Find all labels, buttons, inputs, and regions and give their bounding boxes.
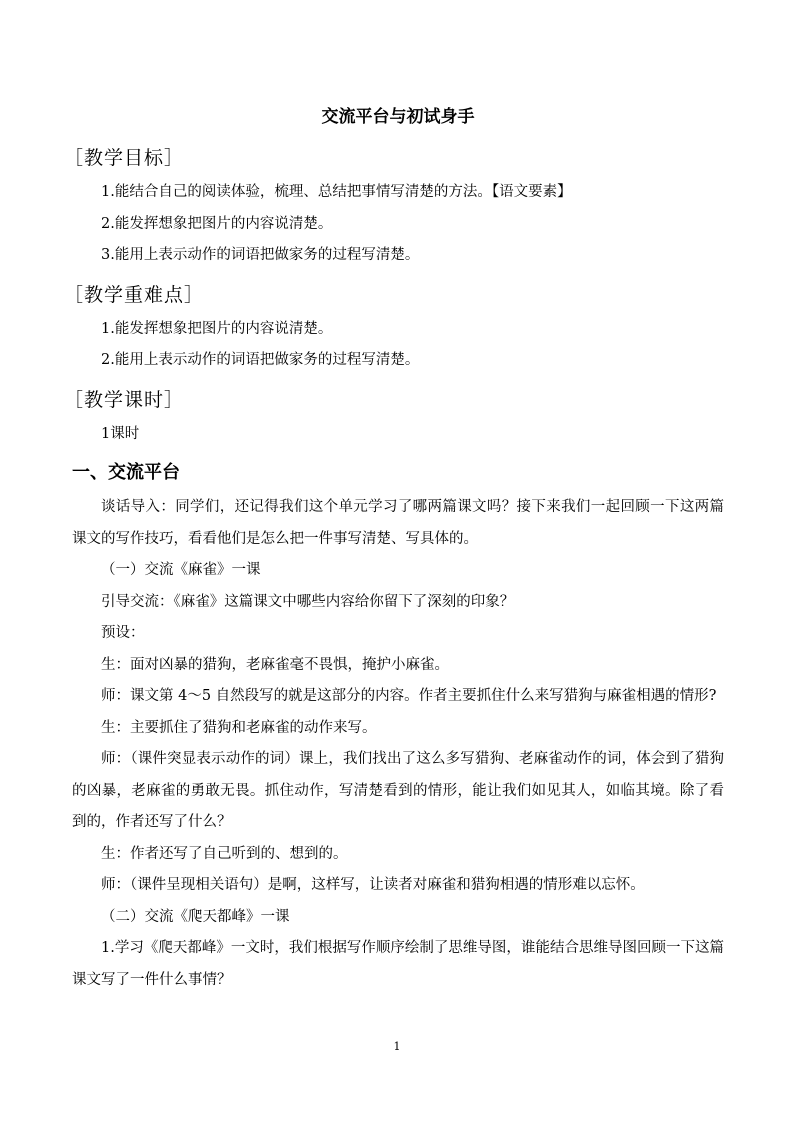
goal-item: 2.能发挥想象把图片的内容说清楚。 <box>101 215 333 232</box>
document-title: 交流平台与初试身手 <box>321 107 475 127</box>
paragraph: 师：课文第 4～5 自然段写的就是这部分的内容。作者主要抓住什么来写猎狗与麻雀相遇的情形? <box>101 688 717 704</box>
difficulty-item: 1.能发挥想象把图片的内容说清楚。 <box>101 320 333 337</box>
difficulties-heading: ［教学重难点］ <box>64 283 205 306</box>
document-content <box>64 103 724 996</box>
goal-item: 3.能用上表示动作的词语把做家务的过程写清楚。 <box>101 247 420 263</box>
paragraph: 生：主要抓住了猎狗和老麻雀的动作来写。 <box>101 719 377 736</box>
paragraph: 师：（课件呈现相关语句）是啊，这样写，让读者对麻雀和猎狗相遇的情形难以忘怀。 <box>101 877 645 893</box>
paragraph: 师：（课件突显表示动作的词）课上，我们找出了这么多写猎狗、老麻雀动作的词，体会到了猎狗的凶暴，老麻雀的勇敢无畏。抓住动作，写清楚看到的情形，能让我们如见其人，如临其境。除了看到的，作者还写了什么？ <box>72 751 724 830</box>
paragraph: 生：作者还写了自己听到的、想到的。 <box>101 845 348 862</box>
hours-heading: ［教学课时］ <box>64 388 185 411</box>
paragraph: 1.学习《爬天都峰》一文时，我们根据写作顺序绘制了思维导图，谁能结合思维导图回顾一下这篇课文写了一件什么事情？ <box>72 940 724 988</box>
paragraph: 预设： <box>101 625 145 641</box>
hours-value: 1课时 <box>101 425 140 442</box>
goals-heading: ［教学目标］ <box>64 147 185 169</box>
paragraph: 生：面对凶暴的猎狗，老麻雀毫不畏惧，掩护小麻雀。 <box>101 656 449 673</box>
subsection-heading: （一）交流《麻雀》一课 <box>101 562 261 578</box>
difficulty-item: 2.能用上表示动作的词语把做家务的过程写清楚。 <box>101 352 420 368</box>
goal-item: 1.能结合自己的阅读体验，梳理、总结把事情写清楚的方法。【语文要素】 <box>101 184 572 200</box>
paragraph: 引导交流：《麻雀》这篇课文中哪些内容给你留下了深刻的印象？ <box>101 593 515 610</box>
section-heading: 一、交流平台 <box>72 462 180 483</box>
page-number: 1 <box>393 1040 401 1053</box>
subsection-heading: （二）交流《爬天都峰》一课 <box>101 908 290 925</box>
paragraph: 谈话导入：同学们，还记得我们这个单元学习了哪两篇课文吗？接下来我们一起回顾一下这两篇课文的写作技巧，看看他们是怎么把一件事写清楚、写具体的。 <box>72 499 724 547</box>
